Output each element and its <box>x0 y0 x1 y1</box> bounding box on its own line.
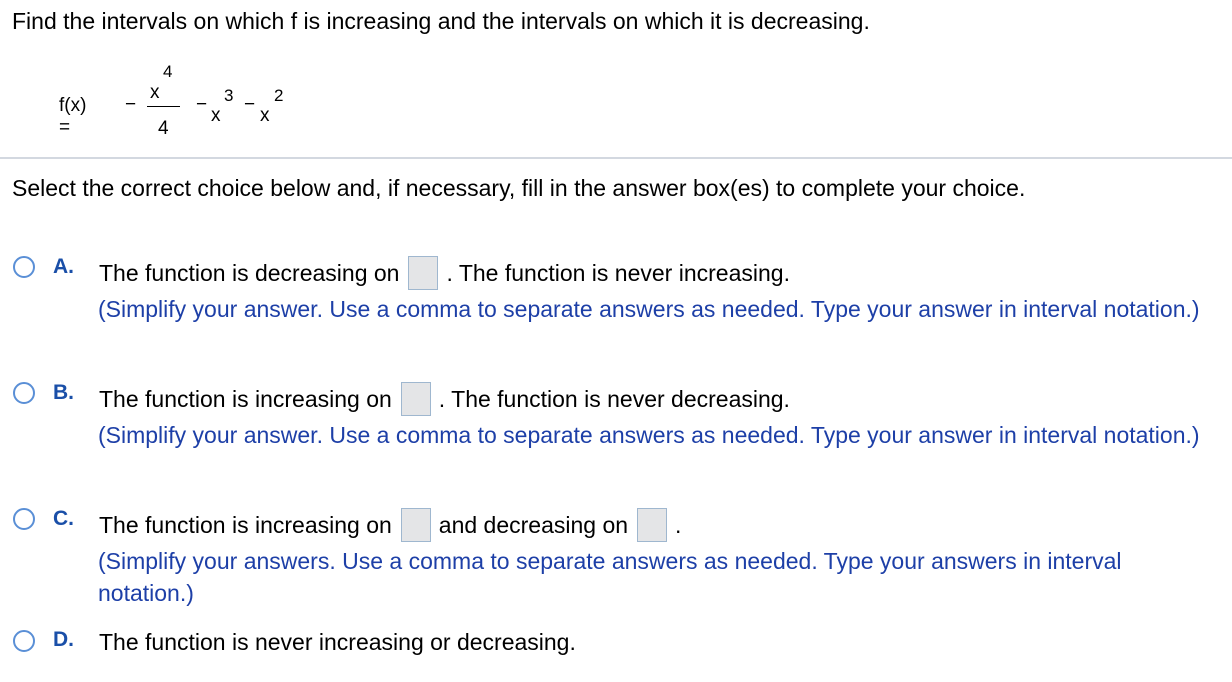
formula-lhs: f(x) = <box>59 95 87 138</box>
choice-c-text-middle: and decreasing on <box>438 512 629 538</box>
choice-c-line <box>99 508 681 542</box>
formula-term3-exponent: 2 <box>274 86 284 105</box>
formula-numerator-base: x <box>150 82 160 103</box>
formula-fraction-bar <box>147 106 180 107</box>
choice-a-radio[interactable] <box>13 256 35 278</box>
choice-c-hint: (Simplify your answers. Use a comma to separate answers as needed. Type your answers in interval notation.) <box>98 548 1122 606</box>
choice-c-letter: C. <box>53 507 74 530</box>
choice-b-hint: (Simplify your answer. Use a comma to separate answers as needed. Type your answer in interval notation.) <box>98 422 1200 448</box>
choice-b-answer-box[interactable] <box>401 382 431 416</box>
question-text: Find the intervals on which f is increasing and the intervals on which it is decreasing. <box>12 8 870 34</box>
formula-numerator-exponent: 4 <box>163 62 173 81</box>
choice-b-radio[interactable] <box>13 382 35 404</box>
choice-d-line <box>99 627 576 657</box>
formula-negative-sign: − <box>125 94 137 115</box>
choice-c-answer-box-decreasing[interactable] <box>637 508 667 542</box>
formula-term3-sign: − <box>244 94 256 115</box>
choice-d-letter: D. <box>53 628 74 651</box>
choice-a-hint: (Simplify your answer. Use a comma to separate answers as needed. Type your answer in interval notation.) <box>98 296 1200 322</box>
formula-denominator: 4 <box>158 118 169 139</box>
formula-term2-sign: − <box>196 94 208 115</box>
choice-a-text-after: . The function is never increasing. <box>446 260 790 286</box>
section-divider <box>0 157 1232 159</box>
choice-b-text-after: . The function is never decreasing. <box>438 386 790 412</box>
instruction-text: Select the correct choice below and, if necessary, fill in the answer box(es) to complete your choice. <box>12 175 1026 201</box>
choice-a-answer-box[interactable] <box>408 256 438 290</box>
choice-c-radio[interactable] <box>13 508 35 530</box>
choice-b-text-before: The function is increasing on <box>99 386 392 412</box>
choice-c-text-after: . <box>675 512 682 538</box>
choice-b-line <box>99 382 790 416</box>
choice-c-answer-box-increasing[interactable] <box>401 508 431 542</box>
choice-d-text: The function is never increasing or decreasing. <box>99 629 576 655</box>
choice-a-text-before: The function is decreasing on <box>99 260 400 286</box>
choice-d-radio[interactable] <box>13 630 35 652</box>
choice-a-letter: A. <box>53 255 74 278</box>
choice-c-text-before: The function is increasing on <box>99 512 392 538</box>
choice-a-line <box>99 256 790 290</box>
formula-term2-base: x <box>211 105 221 126</box>
choice-b-letter: B. <box>53 381 74 404</box>
formula-term3-base: x <box>260 105 270 126</box>
formula-term2-exponent: 3 <box>224 86 234 105</box>
